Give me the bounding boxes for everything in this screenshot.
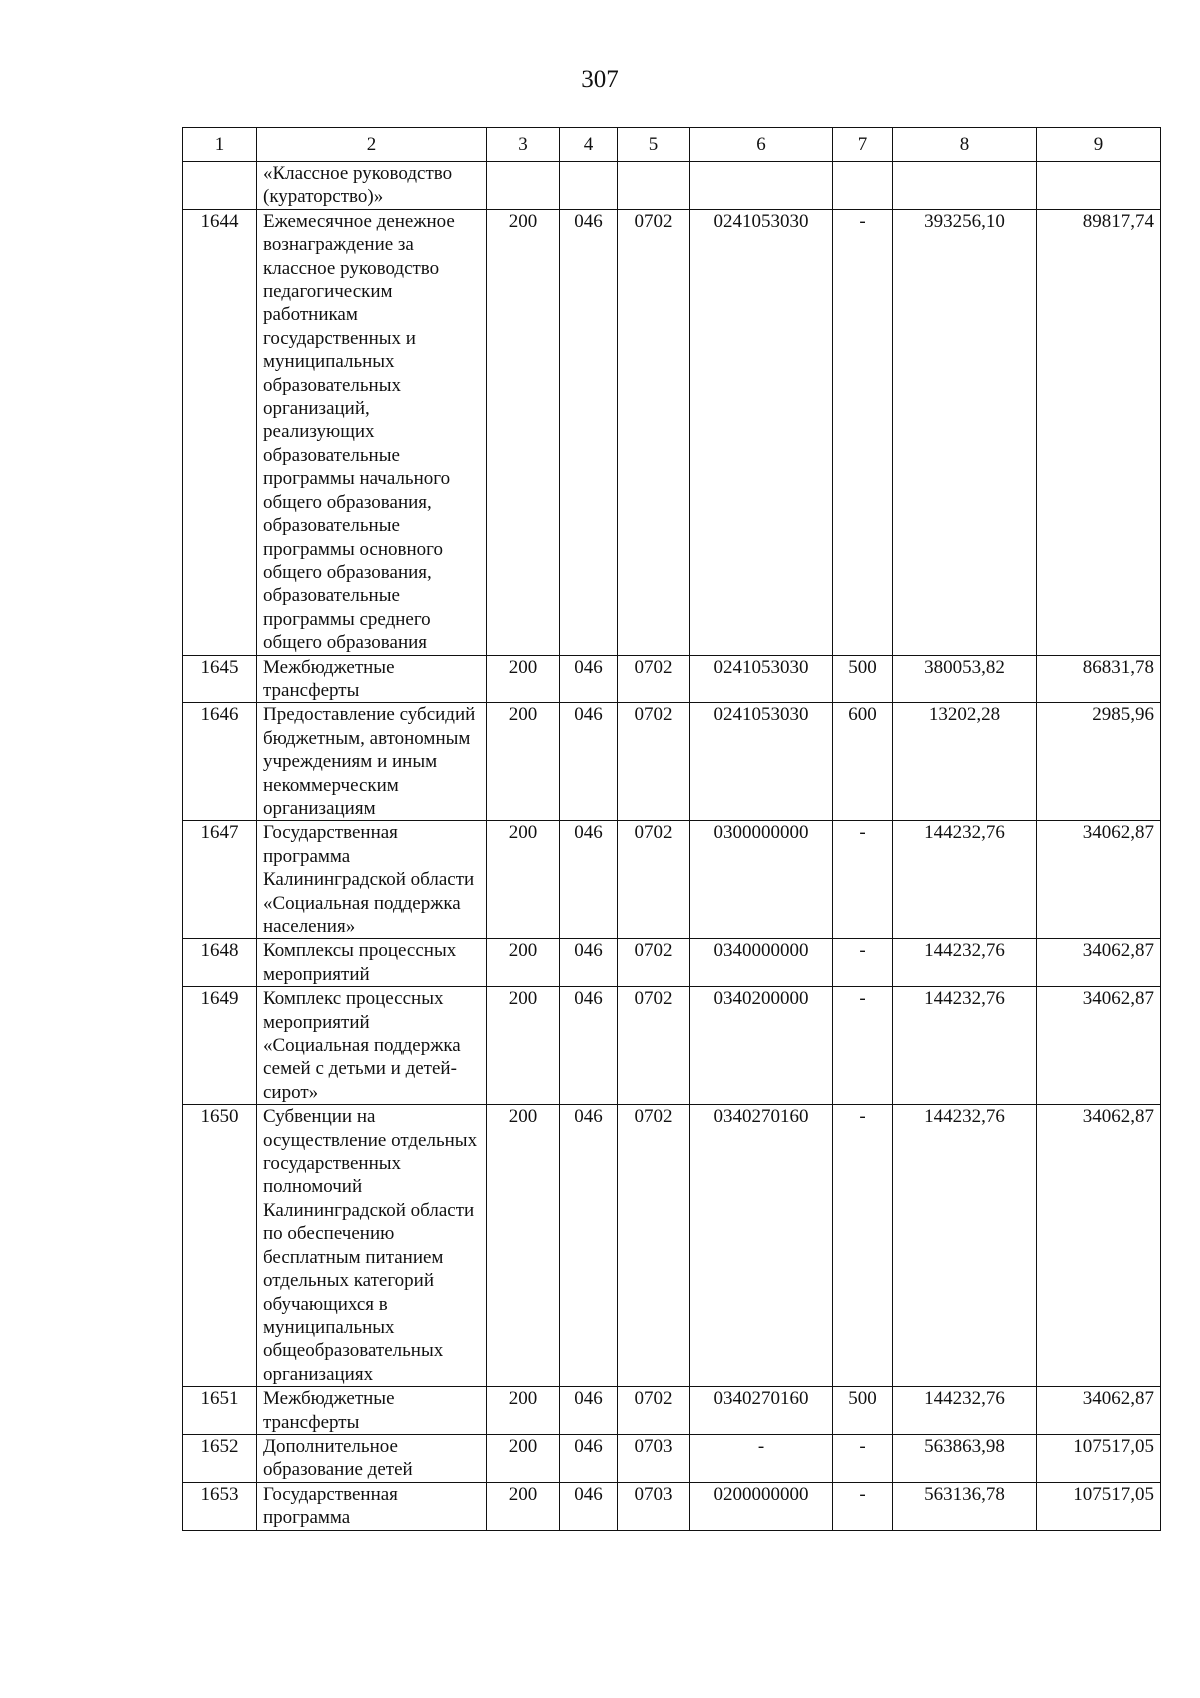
row-col9: 34062,87 [1037,1387,1161,1435]
row-number: 1648 [183,939,257,987]
row-col6 [690,162,833,210]
row-col4 [560,162,618,210]
row-col6: 0340270160 [690,1105,833,1387]
row-col9: 34062,87 [1037,939,1161,987]
row-col6: 0300000000 [690,821,833,939]
row-col7: - [833,821,893,939]
row-col3: 200 [487,1434,560,1482]
row-col3: 200 [487,1387,560,1435]
row-col3 [487,162,560,210]
row-col4: 046 [560,821,618,939]
row-col7: 600 [833,703,893,821]
row-col8: 13202,28 [893,703,1037,821]
row-col8: 144232,76 [893,1387,1037,1435]
row-col9: 86831,78 [1037,655,1161,703]
row-col7: - [833,209,893,655]
row-col8 [893,162,1037,210]
table-row [183,1482,1161,1530]
table-row [183,655,1161,703]
row-col7: 500 [833,655,893,703]
table-row [183,1105,1161,1387]
column-header-8: 8 [893,128,1037,162]
row-col8: 563136,78 [893,1482,1037,1530]
column-header-2: 2 [257,128,487,162]
row-name: Дополнительное образование детей [257,1434,487,1482]
table-row [183,1434,1161,1482]
row-col5: 0702 [618,1387,690,1435]
table-row [183,703,1161,821]
row-col8: 144232,76 [893,939,1037,987]
row-col3: 200 [487,939,560,987]
row-col4: 046 [560,987,618,1105]
row-name: «Классное руководство (кураторство)» [257,162,487,210]
row-col6: 0241053030 [690,209,833,655]
row-col4: 046 [560,1105,618,1387]
row-name: Ежемесячное денежное вознаграждение за классное руководство педагогическим работникам государственных и муниципальных образовательных организаций, реализующих образовательные программы начального общего образования, образовательные программы основного общего образования, образовательные программы среднего общего образования [257,209,487,655]
row-col3: 200 [487,1105,560,1387]
row-col5: 0703 [618,1434,690,1482]
page-number: 307 [581,66,619,93]
row-name: Комплексы процессных мероприятий [257,939,487,987]
row-number: 1644 [183,209,257,655]
row-name: Межбюджетные трансферты [257,1387,487,1435]
column-header-3: 3 [487,128,560,162]
row-col5: 0702 [618,1105,690,1387]
row-col3: 200 [487,703,560,821]
row-col9: 34062,87 [1037,987,1161,1105]
row-col8: 380053,82 [893,655,1037,703]
row-col6: 0200000000 [690,1482,833,1530]
row-col9: 107517,05 [1037,1434,1161,1482]
row-col4: 046 [560,703,618,821]
table-row [183,209,1161,655]
table-row [183,987,1161,1105]
row-col9: 34062,87 [1037,1105,1161,1387]
row-col5: 0703 [618,1482,690,1530]
row-col4: 046 [560,655,618,703]
row-col3: 200 [487,209,560,655]
row-col6: 0340270160 [690,1387,833,1435]
row-col7: - [833,1482,893,1530]
column-header-6: 6 [690,128,833,162]
row-number: 1649 [183,987,257,1105]
row-number: 1651 [183,1387,257,1435]
row-col5: 0702 [618,987,690,1105]
row-col6: - [690,1434,833,1482]
row-col4: 046 [560,1387,618,1435]
row-number: 1646 [183,703,257,821]
row-name: Государственная программа [257,1482,487,1530]
row-col8: 393256,10 [893,209,1037,655]
row-name: Предоставление субсидий бюджетным, автономным учреждениям и иным некоммерческим организациям [257,703,487,821]
row-col9: 2985,96 [1037,703,1161,821]
row-name: Государственная программа Калининградской области «Социальная поддержка населения» [257,821,487,939]
table-row [183,162,1161,210]
row-col7: 500 [833,1387,893,1435]
row-col8: 563863,98 [893,1434,1037,1482]
row-col4: 046 [560,209,618,655]
row-col7: - [833,939,893,987]
row-col6: 0340200000 [690,987,833,1105]
row-col5: 0702 [618,655,690,703]
row-col8: 144232,76 [893,1105,1037,1387]
row-col7 [833,162,893,210]
budget-table [182,127,1161,1531]
row-number: 1653 [183,1482,257,1530]
row-number: 1647 [183,821,257,939]
row-name: Субвенции на осуществление отдельных государственных полномочий Калининградской области по обеспечению бесплатным питанием отдельных категорий обучающихся в муниципальных общеобразовательных организациях [257,1105,487,1387]
row-col7: - [833,1105,893,1387]
table-row [183,1387,1161,1435]
row-col6: 0241053030 [690,655,833,703]
row-col4: 046 [560,939,618,987]
table-row [183,939,1161,987]
column-header-5: 5 [618,128,690,162]
row-col6: 0241053030 [690,703,833,821]
column-header-9: 9 [1037,128,1161,162]
row-col8: 144232,76 [893,821,1037,939]
row-number: 1650 [183,1105,257,1387]
row-number [183,162,257,210]
row-col5: 0702 [618,939,690,987]
row-col3: 200 [487,1482,560,1530]
table-row [183,821,1161,939]
row-col6: 0340000000 [690,939,833,987]
column-header-7: 7 [833,128,893,162]
row-col3: 200 [487,655,560,703]
row-col9: 89817,74 [1037,209,1161,655]
row-name: Комплекс процессных мероприятий «Социальная поддержка семей с детьми и детей-сирот» [257,987,487,1105]
table-header-row [183,128,1161,162]
row-col5: 0702 [618,821,690,939]
row-number: 1652 [183,1434,257,1482]
row-col7: - [833,1434,893,1482]
column-header-1: 1 [183,128,257,162]
row-col3: 200 [487,987,560,1105]
column-header-4: 4 [560,128,618,162]
row-col7: - [833,987,893,1105]
row-col5 [618,162,690,210]
row-number: 1645 [183,655,257,703]
row-col4: 046 [560,1434,618,1482]
row-col3: 200 [487,821,560,939]
row-col5: 0702 [618,703,690,821]
row-col5: 0702 [618,209,690,655]
row-col9 [1037,162,1161,210]
row-col9: 107517,05 [1037,1482,1161,1530]
row-name: Межбюджетные трансферты [257,655,487,703]
row-col9: 34062,87 [1037,821,1161,939]
row-col8: 144232,76 [893,987,1037,1105]
row-col4: 046 [560,1482,618,1530]
